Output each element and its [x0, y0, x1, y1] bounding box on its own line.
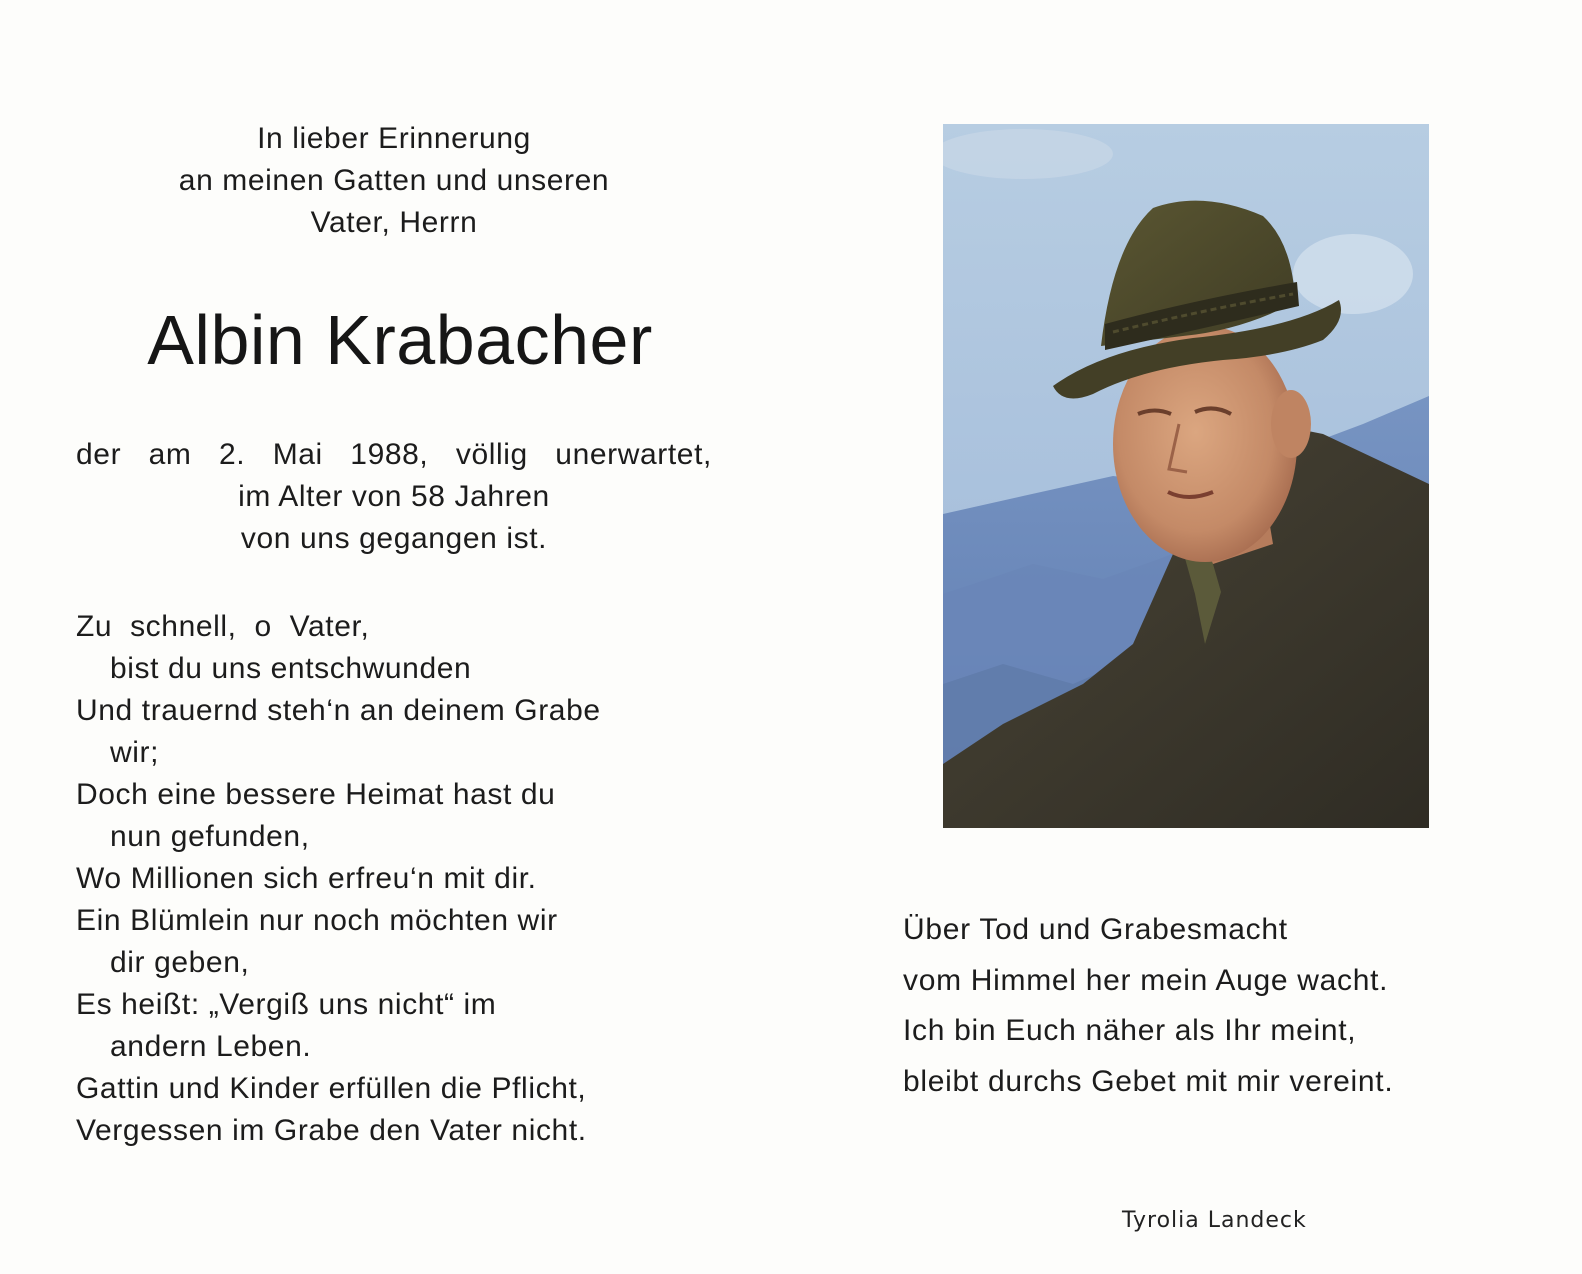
death-word: 2. [218, 438, 246, 471]
poem-line: Zu schnell, o Vater, [76, 610, 370, 643]
death-word: am [148, 438, 192, 471]
verse-line-2: vom Himmel her mein Auge wacht. [903, 963, 1389, 997]
intro-line-1: In lieber Erinnerung [257, 122, 531, 155]
poem-line: Ein Blümlein nur noch möchten wir [76, 904, 558, 937]
poem-line: nun gefunden, [110, 820, 310, 853]
death-line-3: von uns gegangen ist. [240, 522, 548, 555]
poem-line: andern Leben. [110, 1030, 312, 1063]
printer-imprint: Tyrolia Landeck [1122, 1208, 1307, 1233]
memorial-poem [76, 606, 716, 1152]
death-line-2: im Alter von 58 Jahren [238, 480, 550, 513]
verse [903, 905, 1503, 1107]
poem-line: Doch eine bessere Heimat hast du [76, 778, 556, 811]
poem-line: Gattin und Kinder erfüllen die Pflicht, [76, 1072, 587, 1105]
poem-line: bist du uns entschwunden [110, 652, 472, 685]
death-word: völlig [455, 438, 528, 471]
intro-line-2: an meinen Gatten und unseren [178, 164, 610, 197]
portrait-image [943, 124, 1429, 828]
poem-line: Es heißt: „Vergiß uns nicht“ im [76, 988, 497, 1021]
verse-line-4: bleibt durchs Gebet mit mir vereint. [903, 1064, 1394, 1098]
death-word: der [76, 438, 122, 471]
verse-line-3: Ich bin Euch näher als Ihr meint, [903, 1014, 1357, 1047]
poem-line: Und trauernd steh‘n an deinem Grabe [76, 694, 601, 727]
portrait-photo [943, 124, 1429, 828]
intro-text [110, 118, 678, 244]
intro-line-3: Vater, Herrn [310, 206, 478, 239]
poem-line: Vergessen im Grabe den Vater nicht. [76, 1114, 587, 1147]
death-word: Mai [272, 438, 323, 471]
verse-line-1: Über Tod und Grabesmacht [903, 913, 1288, 946]
deceased-name: Albin Krabacher [147, 301, 653, 379]
death-word: unerwartet, [555, 438, 712, 471]
death-line-1 [76, 434, 712, 476]
death-notice [76, 434, 712, 560]
poem-line: wir; [110, 736, 160, 769]
poem-line: dir geben, [110, 946, 250, 979]
poem-line: Wo Millionen sich erfreu‘n mit dir. [76, 862, 537, 895]
death-word: 1988, [350, 438, 429, 471]
